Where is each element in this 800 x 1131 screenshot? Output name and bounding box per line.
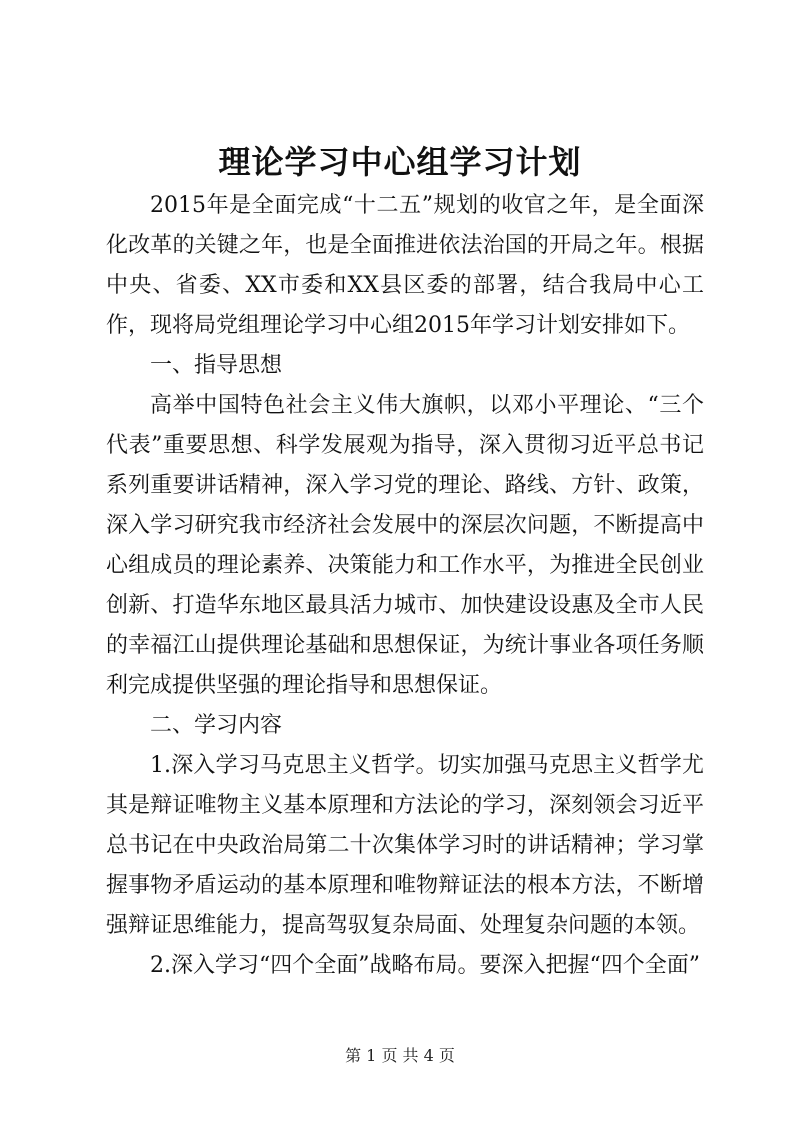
page-title: 理论学习中心组学习计划 bbox=[218, 143, 582, 181]
section-heading-guiding-thought: 一、指导思想 bbox=[150, 353, 283, 378]
document-body bbox=[106, 186, 704, 986]
study-item-2-paragraph: 2.深入学习“四个全面”战略布局。要深入把握“四个全面” bbox=[150, 953, 700, 978]
study-item-1-paragraph: 1.深入学习马克思主义哲学。切实加强马克思主义哲学尤其是辩证唯物主义基本原理和方法论的学习，深刻领会习近平总书记在中央政治局第二十次集体学习时的讲话精神；学习掌握事物矛盾运动的基本原理和唯物辩证法的根本方法，不断增强辩证思维能力，提高驾驭复杂局面、处理复杂问题的本领。 bbox=[106, 753, 704, 938]
page-number-footer: 第 1 页 共 4 页 bbox=[345, 1046, 455, 1065]
guiding-thought-paragraph: 高举中国特色社会主义伟大旗帜，以邓小平理论、“三个代表”重要思想、科学发展观为指导，深入贯彻习近平总书记系列重要讲话精神，深入学习党的理论、路线、方针、政策，深入学习研究我市经济社会发展中的深层次问题，不断提高中心组成员的理论素养、决策能力和工作水平，为推进全民创业创新、打造华东地区最具活力城市、加快建设设惠及全市人民的幸福江山提供理论基础和思想保证，为统计事业各项任务顺利完成提供坚强的理论指导和思想保证。 bbox=[106, 393, 704, 698]
intro-paragraph: 2015年是全面完成“十二五”规划的收官之年，是全面深化改革的关键之年，也是全面推进依法治国的开局之年。根据中央、省委、XX市委和XX县区委的部署，结合我局中心工作，现将局党组理论学习中心组2015年学习计划安排如下。 bbox=[106, 193, 704, 338]
section-heading-study-content: 二、学习内容 bbox=[150, 713, 283, 738]
